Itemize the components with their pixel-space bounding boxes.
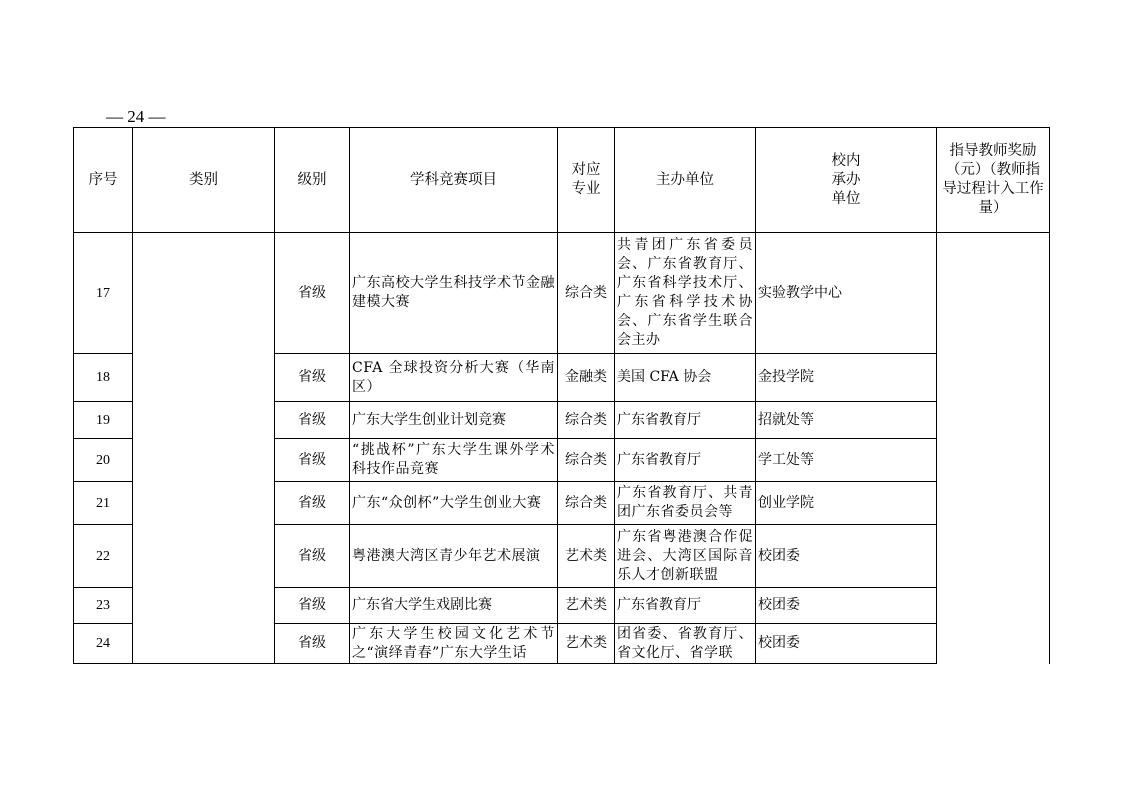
row-host: 金投学院 — [756, 354, 937, 402]
row-project: 广东省大学生戏剧比赛 — [350, 588, 558, 624]
row-level: 省级 — [275, 525, 350, 588]
row-project: 广东“众创杯”大学生创业大赛 — [350, 482, 558, 525]
competition-table — [73, 127, 1050, 664]
header-host — [756, 128, 937, 233]
row-level: 省级 — [275, 482, 350, 525]
header-major-line1: 对应 — [571, 162, 601, 178]
table-row — [74, 233, 1050, 354]
row-level: 省级 — [275, 439, 350, 482]
category-cell — [133, 233, 275, 664]
row-level: 省级 — [275, 233, 350, 354]
row-organizer: 广东省粤港澳合作促进会、大湾区国际音乐人才创新联盟 — [615, 525, 756, 588]
row-host: 招就处等 — [756, 402, 937, 439]
row-major: 艺术类 — [558, 525, 615, 588]
header-seq: 序号 — [74, 128, 133, 233]
row-project: 广东大学生创业计划竞赛 — [350, 402, 558, 439]
row-host: 校团委 — [756, 525, 937, 588]
row-project: CFA 全球投资分析大赛（华南区） — [350, 354, 558, 402]
row-project: 广东高校大学生科技学术节金融建模大赛 — [350, 233, 558, 354]
row-seq: 17 — [74, 233, 133, 354]
row-level: 省级 — [275, 588, 350, 624]
row-major: 综合类 — [558, 233, 615, 354]
reward-cell — [937, 233, 1050, 664]
header-host-line3: 单位 — [831, 190, 861, 207]
row-organizer: 广东省教育厅 — [615, 402, 756, 439]
row-major: 综合类 — [558, 439, 615, 482]
row-seq: 24 — [74, 624, 133, 664]
header-row — [74, 128, 1050, 233]
row-organizer: 广东省教育厅 — [615, 439, 756, 482]
row-major: 艺术类 — [558, 588, 615, 624]
row-major: 综合类 — [558, 482, 615, 525]
row-seq: 18 — [74, 354, 133, 402]
header-major — [558, 128, 615, 233]
header-reward: 指导教师奖励（元）（教师指导过程计入工作量） — [937, 128, 1050, 233]
row-host: 学工处等 — [756, 439, 937, 482]
row-seq: 19 — [74, 402, 133, 439]
header-host-line1: 校内 — [831, 152, 861, 169]
row-organizer: 广东省教育厅、共青团广东省委员会等 — [615, 482, 756, 525]
row-project: 粤港澳大湾区青少年艺术展演 — [350, 525, 558, 588]
row-level: 省级 — [275, 402, 350, 439]
row-seq: 20 — [74, 439, 133, 482]
header-project: 学科竞赛项目 — [350, 128, 558, 233]
row-host: 创业学院 — [756, 482, 937, 525]
row-organizer: 团省委、省教育厅、省文化厅、省学联 — [615, 624, 756, 664]
header-organizer: 主办单位 — [615, 128, 756, 233]
row-level: 省级 — [275, 354, 350, 402]
page-number: — 24 — — [106, 107, 166, 126]
row-project: “挑战杯”广东大学生课外学术科技作品竞赛 — [350, 439, 558, 482]
row-host: 校团委 — [756, 624, 937, 664]
header-category: 类别 — [133, 128, 275, 233]
row-organizer: 美国 CFA 协会 — [615, 354, 756, 402]
row-major: 艺术类 — [558, 624, 615, 664]
row-project: 广东大学生校园文化艺术节之“演绎青春”广东大学生话 — [350, 624, 558, 664]
row-seq: 21 — [74, 482, 133, 525]
row-organizer: 广东省教育厅 — [615, 588, 756, 624]
row-seq: 23 — [74, 588, 133, 624]
header-major-line2: 专业 — [571, 181, 601, 197]
row-organizer: 共青团广东省委员会、广东省教育厅、广东省科学技术厅、广东省科学技术协会、广东省学生联合会主办 — [615, 233, 756, 354]
row-seq: 22 — [74, 525, 133, 588]
row-level: 省级 — [275, 624, 350, 664]
row-host: 校团委 — [756, 588, 937, 624]
header-level: 级别 — [275, 128, 350, 233]
row-major: 综合类 — [558, 402, 615, 439]
row-host: 实验教学中心 — [756, 233, 937, 354]
header-host-line2: 承办 — [831, 171, 861, 188]
row-major: 金融类 — [558, 354, 615, 402]
